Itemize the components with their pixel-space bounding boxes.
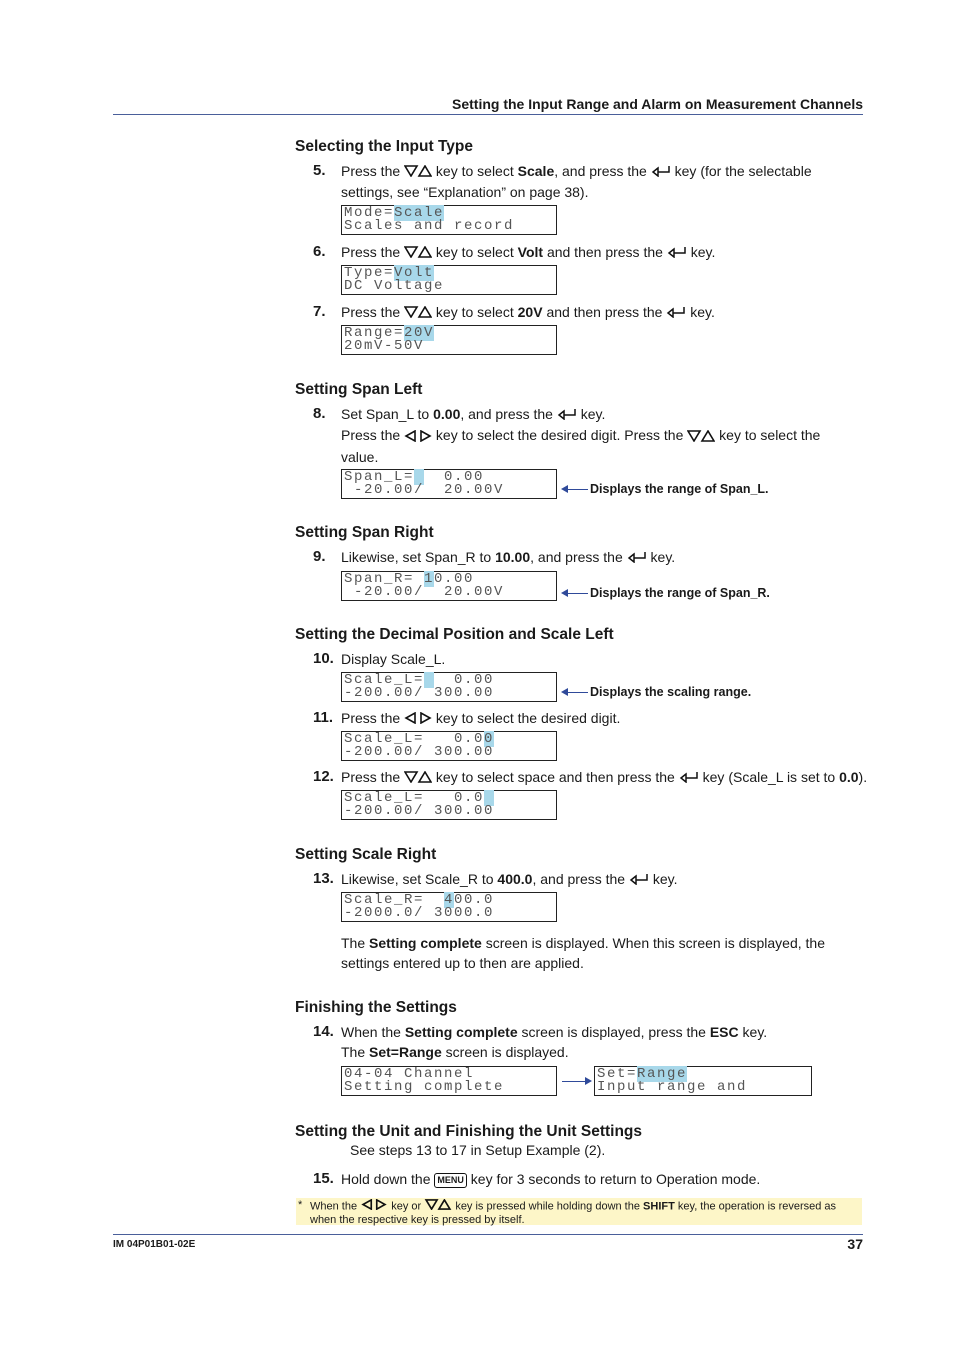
step-number: 8. xyxy=(313,405,326,422)
step-number: 12. xyxy=(313,768,334,785)
section-heading-finishing: Finishing the Settings xyxy=(295,999,457,1016)
running-header: Setting the Input Range and Alarm on Measurement Channels xyxy=(452,96,863,112)
enter-key-icon xyxy=(627,548,647,568)
section-heading-scale-right: Setting Scale Right xyxy=(295,846,437,863)
enter-key-icon xyxy=(667,243,687,263)
callout-span-left: Displays the range of Span_L. xyxy=(590,482,769,496)
arrow-head xyxy=(561,589,568,597)
step-text: Press the key to select the desired digit. xyxy=(341,708,620,729)
step-text: Press the key to select space and then press the key (Scale_L is set to 0.0). xyxy=(341,767,867,788)
enter-key-icon xyxy=(679,768,699,788)
arrow-head xyxy=(561,688,568,696)
document-number: IM 04P01B01-02E xyxy=(113,1239,196,1250)
lcd-scale-left: Scale_L= 0.00 -200.00/ 300.00 xyxy=(341,672,557,702)
step-number: 13. xyxy=(313,870,334,887)
right-arrow-icon xyxy=(562,1081,586,1082)
down-up-arrows-icon xyxy=(404,768,432,788)
down-up-arrows-icon xyxy=(404,243,432,263)
lcd-scale-right: Scale_R= 400.0 -2000.0/ 3000.0 xyxy=(341,892,557,922)
lcd-range: Range=20V 20mV-50V xyxy=(341,325,557,355)
step-number: 5. xyxy=(313,162,326,179)
left-right-arrows-icon xyxy=(404,427,432,447)
left-right-arrows-icon xyxy=(360,1199,388,1214)
step-text: Likewise, set Span_R to 10.00, and press the key. xyxy=(341,547,675,568)
step-text: Display Scale_L. xyxy=(341,651,446,667)
step-text: When the Setting complete screen is displayed, press the ESC key. The Set=Range screen is displayed. xyxy=(341,1024,768,1060)
down-up-arrows-icon xyxy=(404,162,432,182)
right-arrow-icon xyxy=(566,593,588,594)
footer-rule xyxy=(113,1234,863,1235)
step-text: Hold down the MENU key for 3 seconds to return to Operation mode. xyxy=(341,1171,761,1187)
step-number: 14. xyxy=(313,1023,334,1040)
enter-key-icon xyxy=(557,405,577,425)
page-number: 37 xyxy=(847,1236,863,1252)
arrow-head xyxy=(561,485,568,493)
step-number: 7. xyxy=(313,303,326,320)
enter-key-icon xyxy=(629,870,649,890)
lcd-span-left: Span_L= 0.00 -20.00/ 20.00V xyxy=(341,469,557,499)
note-asterisk: * xyxy=(298,1199,303,1211)
note-text: When the key or key is pressed while holding down the SHIFT key, the operation is reversed as when the respective key is pressed by itself. xyxy=(310,1200,837,1226)
down-up-arrows-icon xyxy=(424,1199,452,1214)
lcd-scale-left-digit: Scale_L= 0.00 -200.00/ 300.00 xyxy=(341,731,557,761)
lcd-span-right: Span_R= 10.00 -20.00/ 20.00V xyxy=(341,571,557,601)
right-arrow-icon xyxy=(566,489,588,490)
step-number: 10. xyxy=(313,650,334,667)
step-number: 6. xyxy=(313,243,326,260)
lcd-type: Type=Volt DC Voltage xyxy=(341,265,557,295)
left-right-arrows-icon xyxy=(404,709,432,729)
down-up-arrows-icon xyxy=(404,303,432,323)
lcd-scale-left-space: Scale_L= 0.0 -200.00/ 300.00 xyxy=(341,790,557,820)
header-rule xyxy=(113,114,863,115)
right-arrow-icon xyxy=(566,692,588,693)
lcd-set-range: Set=Range Input range and xyxy=(594,1066,812,1096)
lcd-mode: Mode=Scale Scales and record xyxy=(341,205,557,235)
unit-reference-text: See steps 13 to 17 in Setup Example (2). xyxy=(350,1142,606,1158)
step-text: Press the key to select 20V and then press the key. xyxy=(341,302,715,323)
step-text: The Setting complete screen is displayed. When this screen is displayed, the settings entered up to then are applied. xyxy=(341,935,825,971)
step-text: Set Span_L to 0.00, and press the key. Press the key to select the desired digit. Press the key to select the value. xyxy=(341,406,821,465)
enter-key-icon xyxy=(651,162,671,182)
menu-key-icon: MENU xyxy=(434,1173,467,1188)
step-number: 9. xyxy=(313,548,326,565)
shift-note xyxy=(296,1198,862,1225)
down-up-arrows-icon xyxy=(687,427,715,447)
step-text: Press the key to select Volt and then press the key. xyxy=(341,242,715,263)
section-heading-input-type: Selecting the Input Type xyxy=(295,138,473,155)
step-text: Press the key to select Scale, and press the key (for the selectable settings, see “Explanation” on page 38). xyxy=(341,163,812,201)
section-heading-decimal: Setting the Decimal Position and Scale Left xyxy=(295,626,614,643)
step-text: Likewise, set Scale_R to 400.0, and press the key. xyxy=(341,869,678,890)
arrow-head xyxy=(585,1077,592,1085)
section-heading-unit: Setting the Unit and Finishing the Unit Settings xyxy=(295,1123,643,1140)
callout-span-right: Displays the range of Span_R. xyxy=(590,586,770,600)
lcd-setting-complete: 04-04 Channel Setting complete xyxy=(341,1066,557,1096)
section-heading-span-right: Setting Span Right xyxy=(295,524,434,541)
step-number: 15. xyxy=(313,1170,334,1187)
enter-key-icon xyxy=(666,303,686,323)
step-number: 11. xyxy=(313,709,334,726)
section-heading-span-left: Setting Span Left xyxy=(295,381,423,398)
callout-scaling: Displays the scaling range. xyxy=(590,685,752,699)
